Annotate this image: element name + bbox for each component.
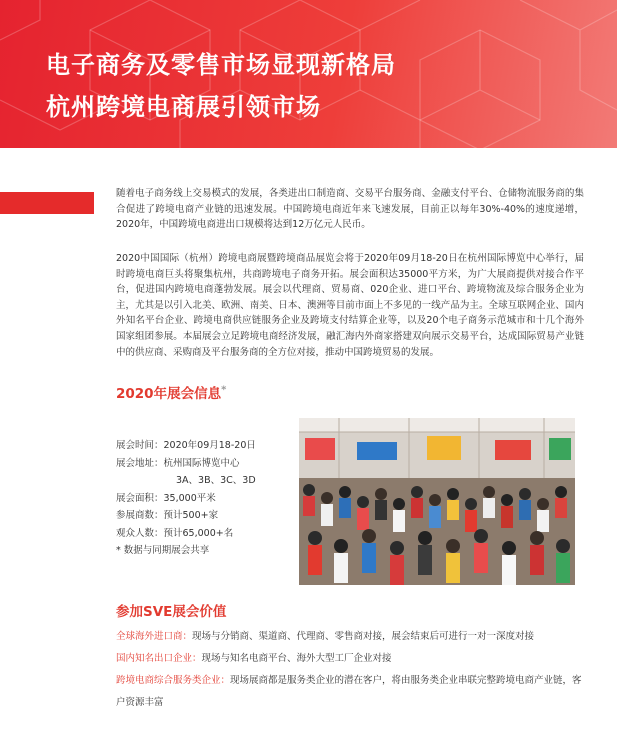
- info-exhibitors: 参展商数：预计500+家: [116, 510, 219, 521]
- info-area: 展会面积：35,000平米: [116, 492, 216, 504]
- info-address: 展会地址：杭州国际博览中心: [116, 457, 240, 469]
- value-item-label: 跨境电商综合服务类企业：: [116, 675, 231, 686]
- title-asterisk: *: [221, 384, 227, 396]
- value-item-label: 国内知名出口企业：: [116, 653, 202, 664]
- value-item-service-providers: [116, 670, 586, 714]
- value-item-importers: [116, 626, 586, 648]
- headline-line-1: 电子商务及零售市场显现新格局: [46, 51, 396, 79]
- exhibition-info-list: [116, 437, 296, 560]
- crowd-illustration: [299, 418, 575, 585]
- info-note: * 数据与同期展会共享: [116, 545, 210, 556]
- exhibition-info-title: [116, 382, 226, 402]
- info-time: 展会时间：2020年09月18-20日: [116, 440, 256, 451]
- value-item-text: 现场展商都是服务类企业的潜在客户，将由服务类企业串联完整跨境电商产业链，客户资源丰富: [116, 675, 582, 708]
- info-visitors: 观众人数：预计65,000+名: [116, 527, 234, 539]
- exhibition-info-title-text: 2020年展会信息: [116, 386, 222, 402]
- value-item-text: 现场与知名电商平台、海外大型工厂企业对接: [201, 653, 392, 664]
- header-banner: [0, 0, 617, 148]
- exhibition-hall-photo: [299, 418, 575, 585]
- headline-line-2: 杭州跨境电商展引领市场: [46, 93, 321, 121]
- accent-bar: [0, 192, 94, 214]
- intro-paragraph-2: 2020中国国际（杭州）跨境电商展暨跨境商品展览会将于2020年09月18-20日在杭州国际博览中心举行，届时跨境电商巨头将聚集杭州，共商跨境电子商务开拓。展会面积达35000平方米，为广大展商提供对接合作平台，促进国内跨境电商蓬勃发展。展会以代理商、贸易商、020企业、进口平台、跨境物流及综合服务企业为主，尤其是以引入北美、欧洲、南美、日本、澳洲等目前市面上不多见的一线产品为主。全球互联网企业、国内外知名平台企业、跨境电商供应链服务企业及跨境支付结算企业等，以及20个电子商务示范城市和十几个海外国家组团参展。本届展会立足跨境电商经济发展，融汇海内外商家搭建双向展示交易平台，达成国际贸易产业链中的供应商、采购商及平台服务商的全方位对接，推动中国跨境贸易的发展。: [116, 253, 584, 358]
- value-item-text: 现场与分销商、渠道商、代理商、零售商对接，展会结束后可进行一对一深度对接: [192, 631, 535, 642]
- value-section-title: 参加SVE展会价值: [116, 604, 227, 620]
- info-halls: 3A、3B、3C、3D: [176, 475, 256, 486]
- intro-paragraph-1: 随着电子商务线上交易模式的发展，各类进出口制造商、交易平台服务商、金融支付平台、仓储物流服务商的集合促进了跨境电商产业链的迅速发展。中国跨境电商近年来飞速发展，目前正以每年30%-40%的速度递增，2020年，中国跨境电商进出口规模将达到12万亿元人民币。: [116, 188, 584, 231]
- value-item-exporters: [116, 648, 586, 670]
- value-item-label: 全球海外进口商：: [116, 631, 193, 642]
